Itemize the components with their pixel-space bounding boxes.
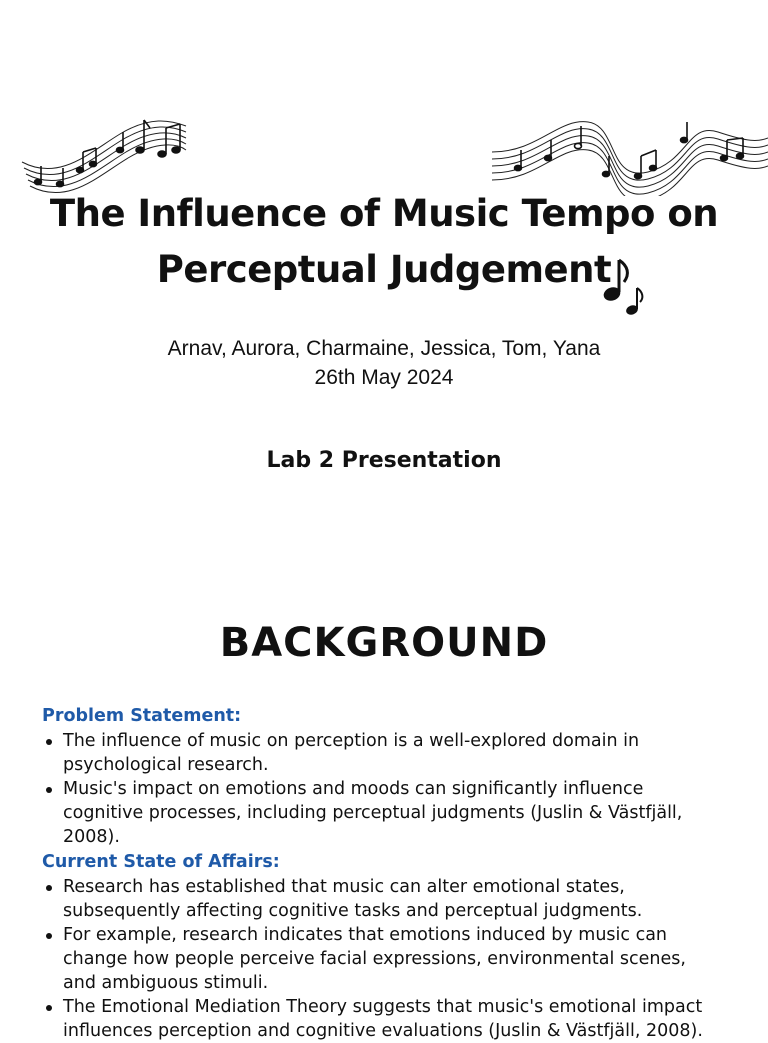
music-note-icon xyxy=(600,256,646,322)
bullet-item: Music's impact on emotions and moods can significantly influence cognitive processes, including perceptual judgments (Juslin & Västfjäll, 2008). xyxy=(42,777,722,849)
bullet-list xyxy=(42,729,722,849)
background-heading: BACKGROUND xyxy=(219,620,549,666)
presentation-subtitle: Lab 2 Presentation xyxy=(266,448,502,473)
music-staff-right-icon xyxy=(488,112,768,196)
section-title: Problem Statement: xyxy=(42,706,242,726)
title-line-1: The Influence of Music Tempo on xyxy=(49,192,719,235)
bullet-list xyxy=(42,875,722,1043)
title-line-2: Perceptual Judgement xyxy=(156,248,612,291)
problem-statement-section xyxy=(42,704,722,849)
presentation-date: 26th May 2024 xyxy=(314,366,454,389)
bullet-item: The influence of music on perception is a well-explored domain in psychological research. xyxy=(42,729,722,777)
bullet-item: The Emotional Mediation Theory suggests that music's emotional impact influences perception and cognitive evaluations (Juslin & Västfjäll, 2008). xyxy=(42,995,722,1043)
current-state-section xyxy=(42,850,722,1043)
bullet-item: For example, research indicates that emotions induced by music can change how people perceive facial expressions, environmental scenes, and ambiguous stimuli. xyxy=(42,923,722,995)
section-title: Current State of Affairs: xyxy=(42,852,280,872)
author-block xyxy=(0,334,768,392)
author-list: Arnav, Aurora, Charmaine, Jessica, Tom, Yana xyxy=(167,337,601,360)
presentation-title xyxy=(0,186,768,298)
bullet-item: Research has established that music can alter emotional states, subsequently affecting cognitive tasks and perceptual judgments. xyxy=(42,875,722,923)
